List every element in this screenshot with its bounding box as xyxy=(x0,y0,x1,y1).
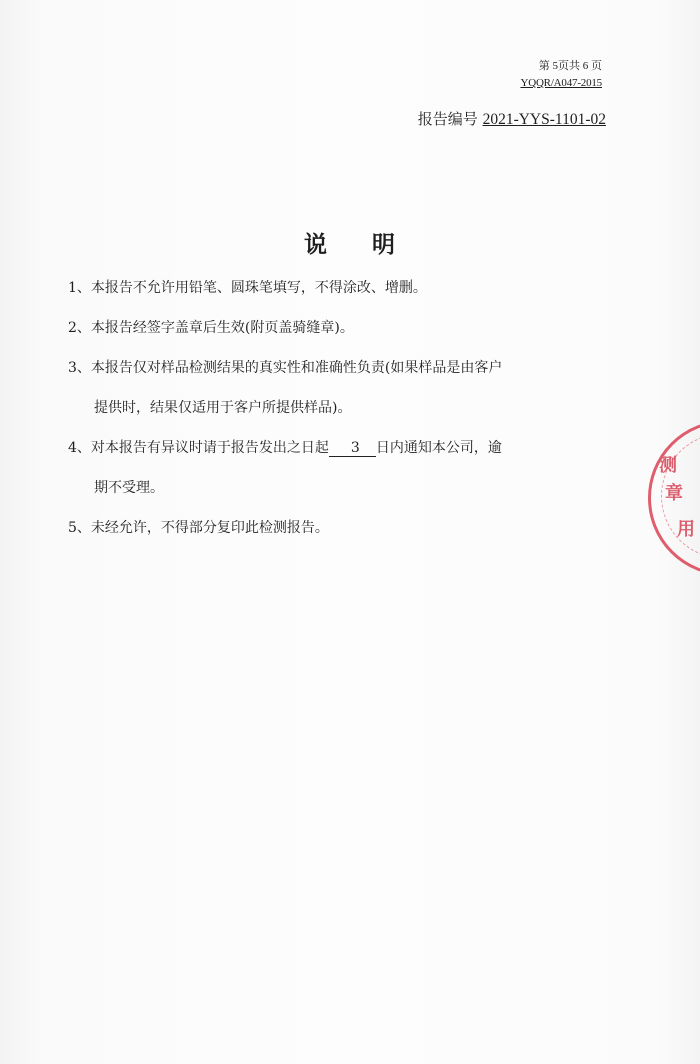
note-text: 5、未经允许，不得部分复印此检测报告。 xyxy=(68,520,329,536)
report-number xyxy=(418,108,606,129)
seal-fragment: 测 xyxy=(659,455,677,476)
note-text: 4、对本报告有异议时请于报告发出之日起 xyxy=(68,440,329,456)
note-text: 2、本报告经签字盖章后生效(附页盖骑缝章)。 xyxy=(68,320,354,336)
note-text-continued: 期不受理。 xyxy=(94,480,164,496)
partial-seal-stamp xyxy=(648,420,700,576)
note-item-5 xyxy=(68,508,608,548)
note-item-4 xyxy=(68,428,608,508)
seal-fragment: 章 xyxy=(665,483,683,504)
note-text-post: 日内通知本公司，逾 xyxy=(375,440,502,456)
page-info: 第 5页共 6 页 xyxy=(538,60,602,72)
note-item-2 xyxy=(68,308,608,348)
seal-fragment: 用 xyxy=(677,519,695,540)
note-item-1 xyxy=(68,268,608,308)
days-blank-value: 3 xyxy=(329,440,376,457)
note-item-3 xyxy=(68,348,608,428)
title-char-1: 说 xyxy=(304,231,328,258)
page-title xyxy=(0,226,700,259)
notes-list xyxy=(68,268,608,548)
note-text: 1、本报告不允许用铅笔、圆珠笔填写，不得涂改、增删。 xyxy=(68,280,427,296)
document-code: YQQR/A047-2015 xyxy=(520,77,602,89)
title-char-2: 明 xyxy=(372,231,396,258)
page-meta xyxy=(520,58,602,92)
report-number-label: 报告编号 xyxy=(417,110,478,128)
note-text-continued: 提供时，结果仅适用于客户所提供样品)。 xyxy=(94,400,352,416)
note-text: 3、本报告仅对样品检测结果的真实性和准确性负责(如果样品是由客户 xyxy=(68,360,503,376)
report-number-value: 2021-YYS-1101-02 xyxy=(482,111,606,128)
